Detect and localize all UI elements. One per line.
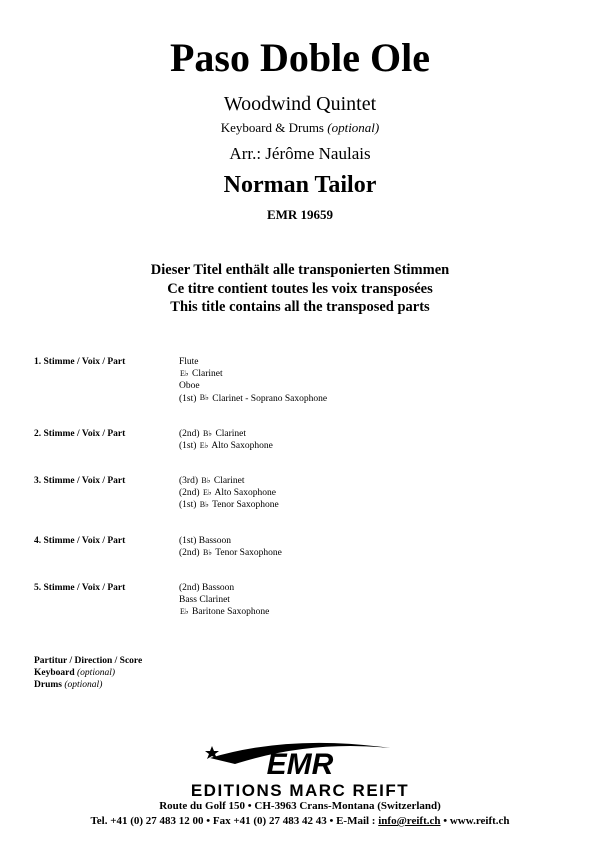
instrument-name: Oboe: [179, 381, 200, 392]
instrument-name: Bass Clarinet: [179, 595, 230, 606]
instrument-name: Alto Saxophone: [211, 441, 273, 452]
instrument-order: (2nd): [179, 548, 200, 559]
instrument-line: [179, 356, 327, 368]
instrument-line: [179, 440, 273, 452]
instrument-line: [179, 368, 327, 380]
logo-publisher-name: EDITIONS MARC REIFT: [190, 781, 410, 800]
instrument-name: Clarinet: [213, 476, 245, 486]
part-instruments: [179, 475, 279, 512]
subtitle-main: Keyboard & Drums: [220, 120, 324, 135]
notice-line-english: This title contains all the transposed parts: [170, 299, 430, 315]
instrument-key: B♭: [202, 547, 213, 557]
instrument-name: Clarinet: [215, 429, 247, 439]
logo-emr-text: EMR: [266, 748, 334, 781]
instrument-name: Alto Saxophone: [214, 488, 276, 499]
contact-phone-fax: Tel. +41 (0) 27 483 12 00 • Fax +41 (0) 27 483 42 43 • E-Mail :: [90, 815, 376, 827]
instrument-line: [179, 475, 279, 487]
arranger-credit: Arr.: Jérôme Naulais: [229, 144, 371, 163]
instrument-name: Baritone Saxophone: [192, 607, 270, 618]
instrument-line: [179, 594, 269, 606]
catalog-number: EMR 19659: [266, 207, 334, 222]
instrument-order: (2nd): [179, 583, 200, 593]
part-label: 4. Stimme / Voix / Part: [34, 536, 126, 546]
keyboard-optional: (optional): [77, 668, 116, 679]
notice-line-french: Ce titre contient toutes les voix transposées: [167, 280, 433, 297]
keyboard-label: Keyboard: [34, 668, 75, 679]
instrument-line: [179, 380, 327, 392]
instrument-name: Bassoon: [198, 536, 231, 546]
keyboard-line: [34, 667, 142, 679]
instrument-key: E♭: [199, 440, 209, 450]
website-link[interactable]: • www.reift.ch: [443, 815, 510, 827]
drums-optional: (optional): [64, 680, 103, 691]
instrument-line: [179, 499, 279, 511]
instrument-key: B♭: [201, 475, 211, 485]
part-instruments: [179, 356, 327, 405]
emr-publisher-logo: [140, 738, 460, 800]
part-instruments: [179, 535, 282, 559]
instrument-key: B♭: [199, 499, 209, 509]
piece-title: Paso Doble Ole: [170, 35, 430, 80]
email-link[interactable]: info@reift.ch: [378, 815, 441, 827]
part-instruments: [179, 582, 269, 619]
instrument-key: E♭: [180, 606, 189, 616]
publisher-contact: [0, 815, 600, 828]
publisher-address: Route du Golf 150 • CH-3963 Crans-Montana (Switzerland): [159, 800, 441, 812]
instrument-line: [179, 547, 282, 559]
subtitle-optional: (optional): [327, 120, 380, 135]
composer-name: Norman Tailor: [223, 172, 377, 198]
instrument-name: Bassoon: [201, 583, 235, 593]
instrument-name: Clarinet - Soprano Saxophone: [212, 393, 328, 404]
instrument-order: (3rd): [179, 476, 198, 486]
part-label: 2. Stimme / Voix / Part: [34, 429, 126, 439]
instrument-line: [179, 393, 327, 405]
instrument-order: (2nd): [179, 488, 200, 499]
instrument-order: (2nd): [179, 429, 200, 439]
instrument-order: (1st): [179, 441, 197, 452]
instrument-name: Clarinet: [192, 369, 223, 380]
instrument-key: B♭: [199, 393, 209, 403]
instrument-order: (1st): [179, 393, 197, 404]
instrument-key: E♭: [180, 368, 189, 378]
instrument-key: E♭: [202, 487, 212, 497]
instrument-line: [179, 606, 269, 618]
instrument-line: [179, 535, 282, 547]
part-label: 3. Stimme / Voix / Part: [34, 476, 126, 486]
instrument-name: Tenor Saxophone: [212, 500, 279, 511]
instrumentation-subtitle: [0, 120, 600, 136]
instrument-line: [179, 487, 279, 499]
part-label: 1. Stimme / Voix / Part: [34, 357, 126, 367]
transposed-parts-notice: [0, 261, 600, 317]
instrument-line: [179, 428, 273, 440]
additional-parts: [34, 655, 142, 692]
instrument-key: B♭: [202, 428, 213, 438]
score-label: Partitur / Direction / Score: [34, 656, 143, 666]
drums-line: [34, 679, 142, 691]
instrument-name: Flute: [179, 357, 199, 367]
instrument-order: (1st): [179, 500, 197, 511]
part-label: 5. Stimme / Voix / Part: [34, 583, 126, 593]
instrument-name: Tenor Saxophone: [215, 548, 282, 559]
drums-label: Drums: [34, 680, 62, 691]
ensemble-name: Woodwind Quintet: [223, 93, 377, 115]
notice-line-german: Dieser Titel enthält alle transponierten Stimmen: [150, 262, 450, 278]
instrument-order: (1st): [179, 536, 197, 546]
instrument-line: [179, 582, 269, 594]
part-instruments: [179, 428, 273, 452]
